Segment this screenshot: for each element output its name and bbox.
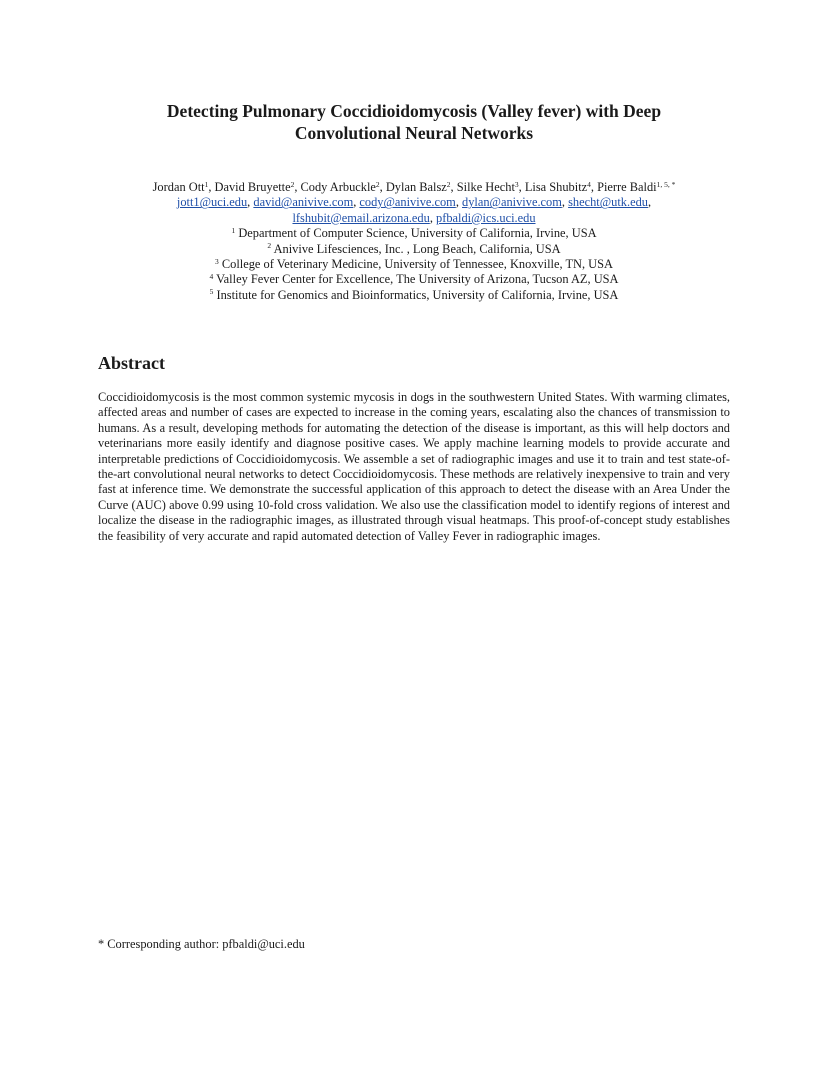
email-list-line-1: jott1@uci.edu, david@anivive.com, cody@anivive.com, dylan@anivive.com, shecht@utk.edu, <box>176 195 652 210</box>
author-name: Jordan Ott <box>152 180 205 194</box>
author-name: David Bruyette <box>214 180 291 194</box>
abstract-paragraph: Coccidioidomycosis is the most common systemic mycosis in dogs in the southwestern United States. With warming climates, affected areas and number of cases are expected to increase in the coming years, escalating also the chances of transmission to humans. As a result, developing methods for automating the detection of the disease is important, as this will help doctors and veterinarians more easily identify and diagnose positive cases. We apply machine learning models to provide accurate and interpretable predictions of Coccidioidomycosis. We assemble a set of radiographic images and use it to train and test state-of-the-art convolutional neural networks to detect Coccidioidomycosis. These methods are relatively inexpensive to train and very fast at inference time. We demonstrate the successful application of this approach to detect the disease with an Area Under the Curve (AUC) above 0.99 using 10-fold cross validation. We also use the classification model to identify regions of interest and localize the disease in the radiographic images, as illustrated through visual heatmaps. This proof-of-concept study establishes the feasibility of very accurate and rapid automated detection of Valley Fever in radiographic images. <box>98 390 730 543</box>
affiliation <box>80 272 748 287</box>
author-affiliation-mark: 2 <box>446 179 451 189</box>
affiliation <box>80 226 748 241</box>
author-affiliation-mark: 1, 5, * <box>656 179 676 189</box>
affiliation-mark: 5 <box>209 287 214 297</box>
email-link[interactable]: david@anivive.com <box>253 195 354 210</box>
email-link[interactable]: jott1@uci.edu <box>176 195 248 210</box>
affiliation-text: Institute for Genomics and Bioinformatics, University of California, Irvine, USA <box>216 287 619 302</box>
email-link[interactable]: dylan@anivive.com <box>462 195 562 210</box>
affiliation <box>80 288 748 303</box>
author-name: Lisa Shubitz <box>524 180 588 194</box>
affiliation-mark: 4 <box>209 271 214 281</box>
author-name: Dylan Balsz <box>385 180 447 194</box>
author-affiliation-mark: 3 <box>514 179 519 189</box>
author-name: Cody Arbuckle <box>300 180 376 194</box>
affiliation <box>80 242 748 257</box>
title-line-1: Detecting Pulmonary Coccidioidomycosis (Valley fever) with Deep <box>166 101 662 121</box>
author-list: Jordan Ott$^1$, David Bruyette$^2$, Cody Arbuckle$^2$, Dylan Balsz$^2$, Silke Hecht$^3$, Lisa Shubitz$^4$, Pierre Baldi$^{1, 5, *}$ <box>152 179 676 194</box>
email-link[interactable]: pfbaldi@ics.uci.edu <box>436 210 536 225</box>
abstract-heading: Abstract <box>98 353 165 373</box>
title-line-2: Convolutional Neural Networks <box>294 123 534 143</box>
author-affiliation-mark: 4 <box>587 179 591 189</box>
affiliation-mark: 1 <box>231 225 236 235</box>
author-name: Silke Hecht <box>456 180 515 194</box>
email-link[interactable]: cody@anivive.com <box>359 195 456 210</box>
affiliation <box>80 257 748 272</box>
affiliation-text: Anivive Lifesciences, Inc. , Long Beach, California, USA <box>273 241 561 256</box>
author-block <box>80 180 748 303</box>
email-link[interactable]: lfshubit@email.arizona.edu <box>292 210 430 225</box>
affiliation-text: Department of Computer Science, University of California, Irvine, USA <box>238 226 597 241</box>
affiliation-mark: 2 <box>267 241 272 251</box>
author-name: Pierre Baldi <box>597 180 657 194</box>
paper-title <box>100 100 728 144</box>
author-affiliation-mark: 2 <box>290 179 295 189</box>
affiliation-text: Valley Fever Center for Excellence, The University of Arizona, Tucson AZ, USA <box>216 272 619 287</box>
corresponding-author-footnote: * Corresponding author: pfbaldi@uci.edu <box>98 937 305 951</box>
affiliation-text: College of Veterinary Medicine, University of Tennessee, Knoxville, TN, USA <box>221 257 613 272</box>
author-affiliation-mark: 1 <box>204 179 209 189</box>
email-link[interactable]: shecht@utk.edu <box>568 195 648 210</box>
email-list-line-2: lfshubit@email.arizona.edu, pfbaldi@ics.uci.edu <box>292 210 536 225</box>
author-affiliation-mark: 2 <box>375 179 380 189</box>
abstract-body <box>98 390 730 544</box>
affiliation-mark: 3 <box>215 256 219 266</box>
